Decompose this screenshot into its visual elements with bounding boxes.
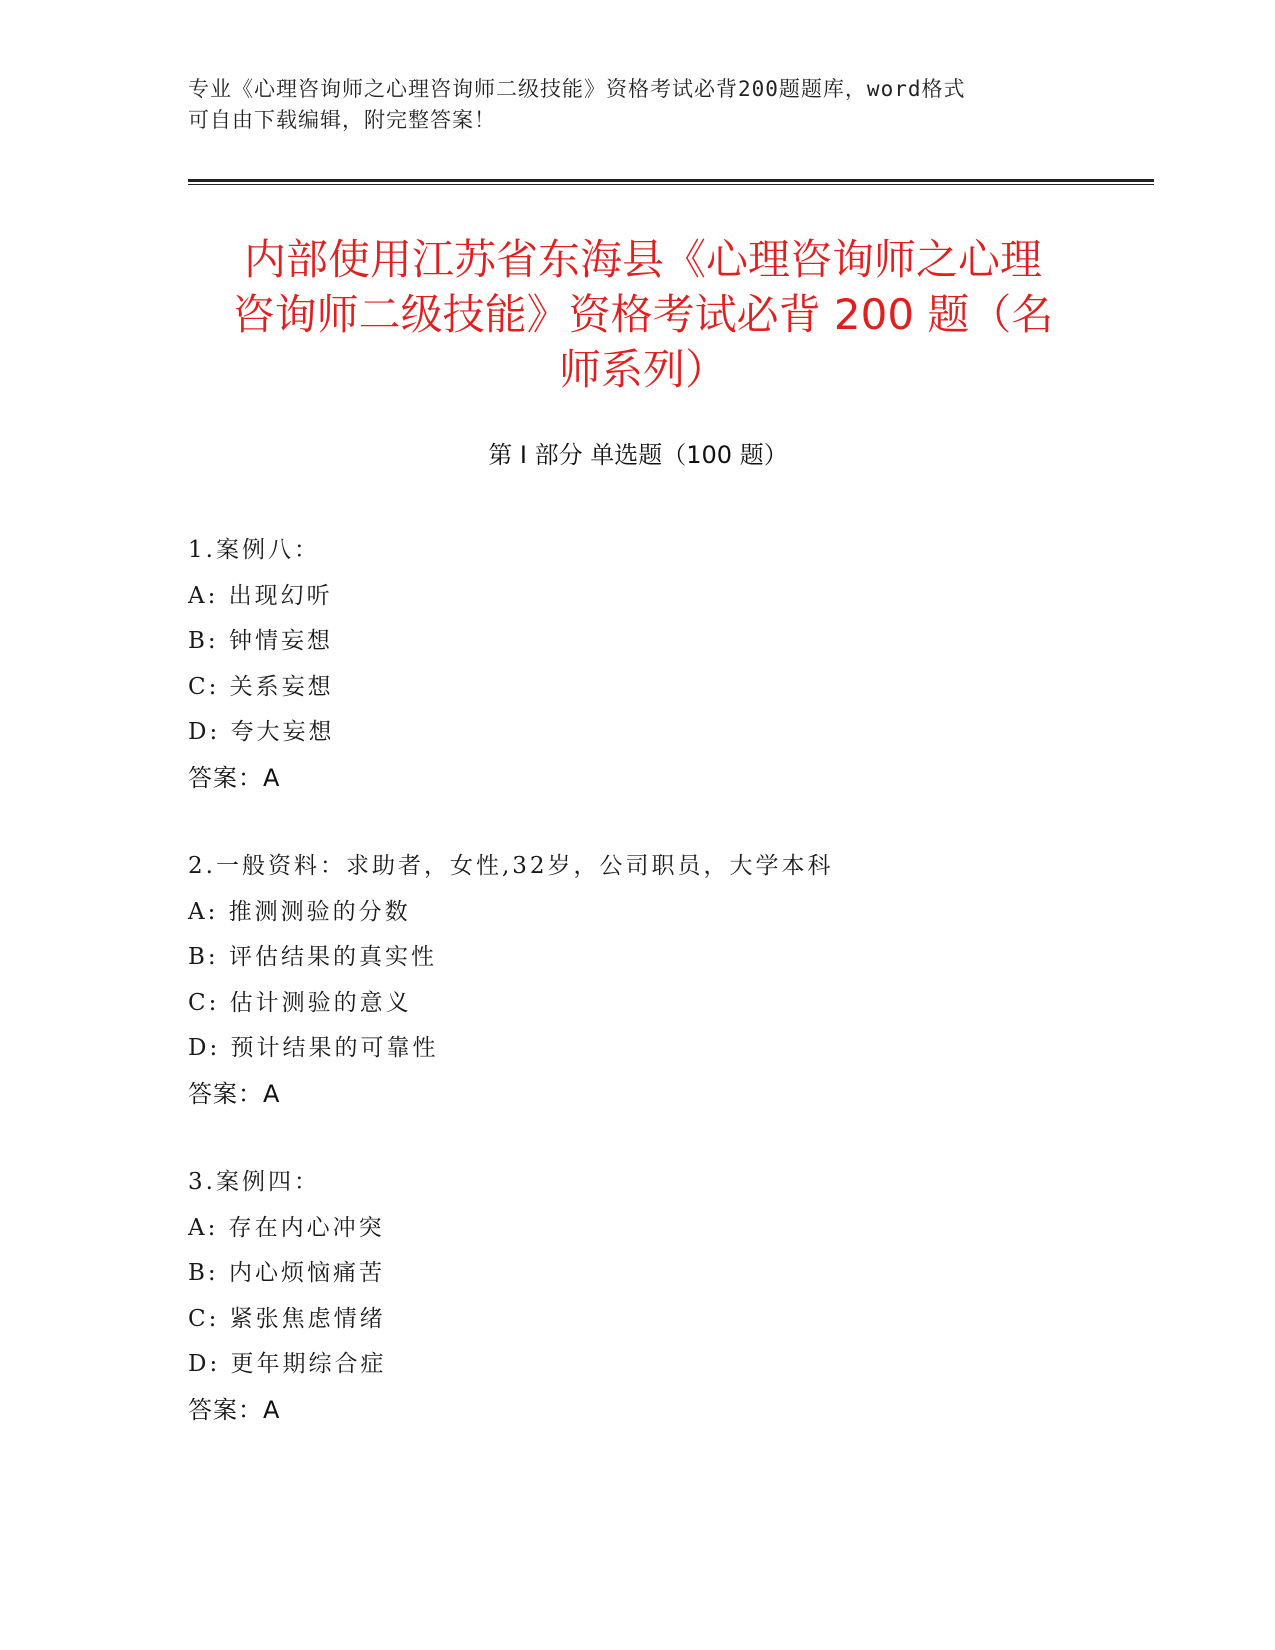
document-title-line-3: 师系列） bbox=[558, 345, 727, 394]
header-note bbox=[188, 74, 1088, 136]
option-d: D: 夸大妄想 bbox=[188, 719, 335, 745]
answer-text: 答案：A bbox=[188, 1395, 281, 1424]
option-b: B: 评估结果的真实性 bbox=[188, 944, 437, 970]
question-item bbox=[188, 1160, 1088, 1433]
question-item bbox=[188, 528, 1088, 801]
answer-text: 答案：A bbox=[188, 763, 281, 792]
header-note-line-1: 专业《心理咨询师之心理咨询师二级技能》资格考试必背200题题库，word格式 bbox=[188, 77, 966, 101]
option-d: D: 更年期综合症 bbox=[188, 1351, 387, 1377]
option-c: C: 紧张焦虑情绪 bbox=[188, 1305, 386, 1332]
option-a: A: 存在内心冲突 bbox=[188, 1214, 385, 1241]
document-title-line-2: 咨询师二级技能》资格考试必背 200 题（名 bbox=[232, 290, 1054, 339]
question-stem: 3.案例四： bbox=[188, 1169, 320, 1195]
document-title bbox=[160, 232, 1126, 397]
answer-text: 答案：A bbox=[188, 1079, 281, 1108]
option-d: D: 预计结果的可靠性 bbox=[188, 1035, 439, 1061]
section-title: 第 I 部分 单选题（100 题） bbox=[488, 441, 788, 469]
option-a: A: 出现幻听 bbox=[188, 582, 333, 609]
question-list bbox=[188, 528, 1088, 1476]
question-stem: 2.一般资料：求助者，女性,32岁，公司职员，大学本科 bbox=[188, 853, 834, 879]
header-divider-thin bbox=[188, 184, 1154, 185]
header-divider-thick bbox=[188, 179, 1154, 182]
option-b: B: 内心烦恼痛苦 bbox=[188, 1260, 385, 1286]
document-title-line-1: 内部使用江苏省东海县《心理咨询师之心理 bbox=[243, 235, 1042, 284]
option-c: C: 关系妄想 bbox=[188, 673, 334, 700]
header-note-line-2: 可自由下载编辑，附完整答案！ bbox=[188, 108, 496, 132]
question-item bbox=[188, 844, 1088, 1117]
option-c: C: 估计测验的意义 bbox=[188, 989, 412, 1016]
option-a: A: 推测测验的分数 bbox=[188, 898, 411, 925]
option-b: B: 钟情妄想 bbox=[188, 628, 333, 654]
question-stem: 1.案例八： bbox=[188, 537, 320, 563]
